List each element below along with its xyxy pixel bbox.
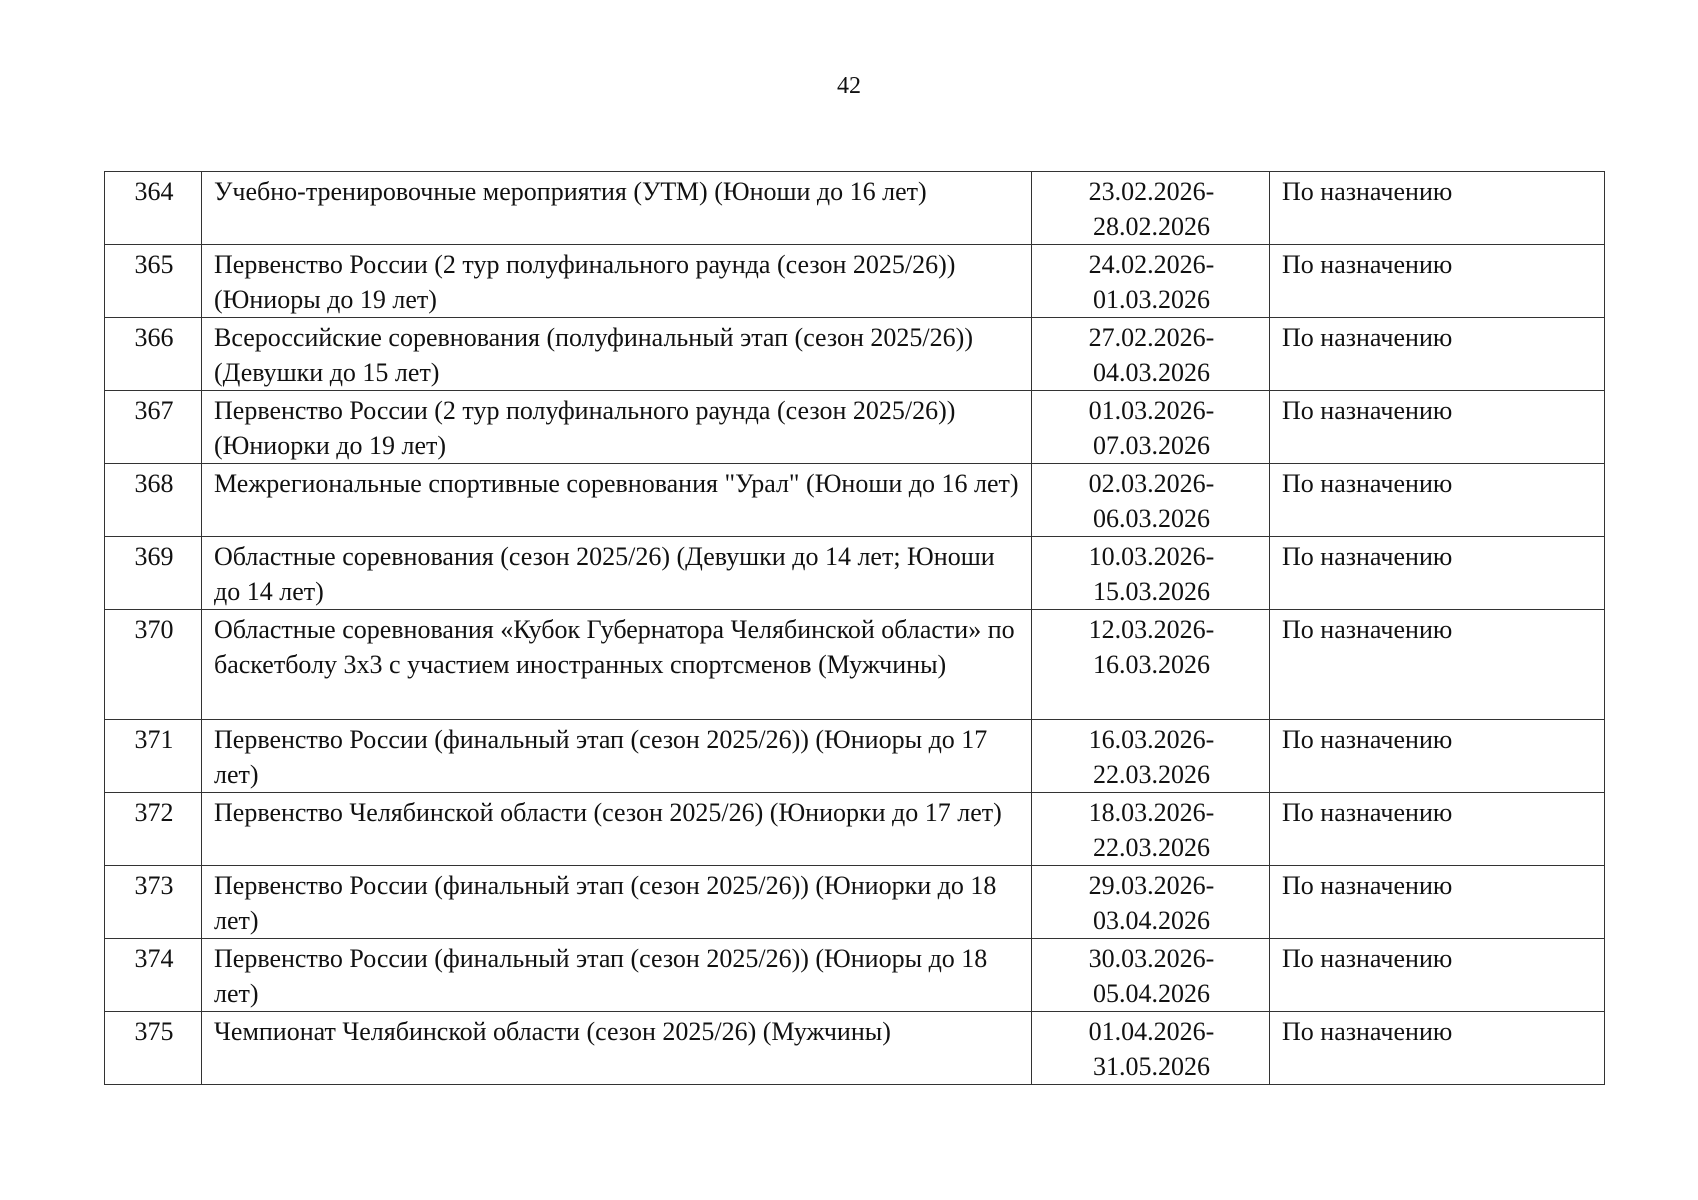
event-dates <box>1032 464 1270 537</box>
event-dates <box>1032 537 1270 610</box>
event-title: Первенство России (2 тур полуфинального раунда (сезон 2025/26)) (Юниорки до 19 лет) <box>202 391 1032 464</box>
date-end: 15.03.2026 <box>1093 577 1210 606</box>
event-dates <box>1032 610 1270 720</box>
event-responsible: По назначению <box>1270 391 1605 464</box>
date-end: 03.04.2026 <box>1093 906 1210 935</box>
date-start: 29.03.2026- <box>1088 871 1215 900</box>
event-dates <box>1032 1012 1270 1085</box>
date-end: 06.03.2026 <box>1093 504 1210 533</box>
table-row <box>105 391 1605 464</box>
event-responsible: По назначению <box>1270 793 1605 866</box>
event-title: Первенство Челябинской области (сезон 2025/26) (Юниорки до 17 лет) <box>202 793 1032 866</box>
date-start: 10.03.2026- <box>1088 542 1215 571</box>
table-row <box>105 866 1605 939</box>
event-title: Межрегиональные спортивные соревнования "Урал" (Юноши до 16 лет) <box>202 464 1032 537</box>
event-dates <box>1032 793 1270 866</box>
row-number: 367 <box>105 391 202 464</box>
table-row <box>105 537 1605 610</box>
table-row <box>105 464 1605 537</box>
table-row <box>105 172 1605 245</box>
table-row <box>105 1012 1605 1085</box>
event-responsible: По назначению <box>1270 464 1605 537</box>
row-number: 373 <box>105 866 202 939</box>
date-start: 01.04.2026- <box>1088 1017 1215 1046</box>
event-dates <box>1032 720 1270 793</box>
row-number: 365 <box>105 245 202 318</box>
date-end: 31.05.2026 <box>1093 1052 1210 1081</box>
row-number: 370 <box>105 610 202 720</box>
event-title: Первенство России (финальный этап (сезон 2025/26)) (Юниоры до 17 лет) <box>202 720 1032 793</box>
event-responsible: По назначению <box>1270 720 1605 793</box>
event-title: Первенство России (финальный этап (сезон 2025/26)) (Юниорки до 18 лет) <box>202 866 1032 939</box>
event-title: Всероссийские соревнования (полуфинальный этап (сезон 2025/26)) (Девушки до 15 лет) <box>202 318 1032 391</box>
event-title: Областные соревнования «Кубок Губернатора Челябинской области» по баскетболу 3х3 с участием иностранных спортсменов (Мужчины) <box>202 610 1032 720</box>
event-dates <box>1032 391 1270 464</box>
event-responsible: По назначению <box>1270 318 1605 391</box>
row-number: 372 <box>105 793 202 866</box>
date-start: 23.02.2026- <box>1088 177 1215 206</box>
table-row <box>105 939 1605 1012</box>
date-end: 28.02.2026 <box>1093 212 1210 241</box>
row-number: 368 <box>105 464 202 537</box>
date-start: 01.03.2026- <box>1088 396 1215 425</box>
event-title: Областные соревнования (сезон 2025/26) (Девушки до 14 лет; Юноши до 14 лет) <box>202 537 1032 610</box>
table-row <box>105 245 1605 318</box>
event-dates <box>1032 939 1270 1012</box>
date-start: 16.03.2026- <box>1088 725 1215 754</box>
row-number: 371 <box>105 720 202 793</box>
row-number: 374 <box>105 939 202 1012</box>
event-title: Первенство России (2 тур полуфинального раунда (сезон 2025/26)) (Юниоры до 19 лет) <box>202 245 1032 318</box>
date-start: 12.03.2026- <box>1088 615 1215 644</box>
date-start: 18.03.2026- <box>1088 798 1215 827</box>
row-number: 369 <box>105 537 202 610</box>
table-row <box>105 318 1605 391</box>
event-title: Учебно-тренировочные мероприятия (УТМ) (Юноши до 16 лет) <box>202 172 1032 245</box>
date-start: 02.03.2026- <box>1088 469 1215 498</box>
date-end: 07.03.2026 <box>1093 431 1210 460</box>
date-start: 24.02.2026- <box>1088 250 1215 279</box>
event-title: Чемпионат Челябинской области (сезон 2025/26) (Мужчины) <box>202 1012 1032 1085</box>
row-number: 366 <box>105 318 202 391</box>
date-end: 04.03.2026 <box>1093 358 1210 387</box>
event-responsible: По назначению <box>1270 537 1605 610</box>
page-number: 42 <box>837 73 861 99</box>
date-start: 27.02.2026- <box>1088 323 1215 352</box>
date-end: 05.04.2026 <box>1093 979 1210 1008</box>
event-responsible: По назначению <box>1270 939 1605 1012</box>
date-end: 22.03.2026 <box>1093 760 1210 789</box>
event-responsible: По назначению <box>1270 610 1605 720</box>
date-end: 22.03.2026 <box>1093 833 1210 862</box>
event-responsible: По назначению <box>1270 866 1605 939</box>
event-responsible: По назначению <box>1270 1012 1605 1085</box>
event-dates <box>1032 172 1270 245</box>
date-end: 01.03.2026 <box>1093 285 1210 314</box>
events-table <box>104 171 1605 1085</box>
event-dates <box>1032 318 1270 391</box>
row-number: 364 <box>105 172 202 245</box>
table-row <box>105 793 1605 866</box>
table-row <box>105 610 1605 720</box>
event-dates <box>1032 866 1270 939</box>
date-end: 16.03.2026 <box>1093 650 1210 679</box>
event-dates <box>1032 245 1270 318</box>
event-responsible: По назначению <box>1270 245 1605 318</box>
date-start: 30.03.2026- <box>1088 944 1215 973</box>
table-row <box>105 720 1605 793</box>
event-responsible: По назначению <box>1270 172 1605 245</box>
row-number: 375 <box>105 1012 202 1085</box>
event-title: Первенство России (финальный этап (сезон 2025/26)) (Юниоры до 18 лет) <box>202 939 1032 1012</box>
